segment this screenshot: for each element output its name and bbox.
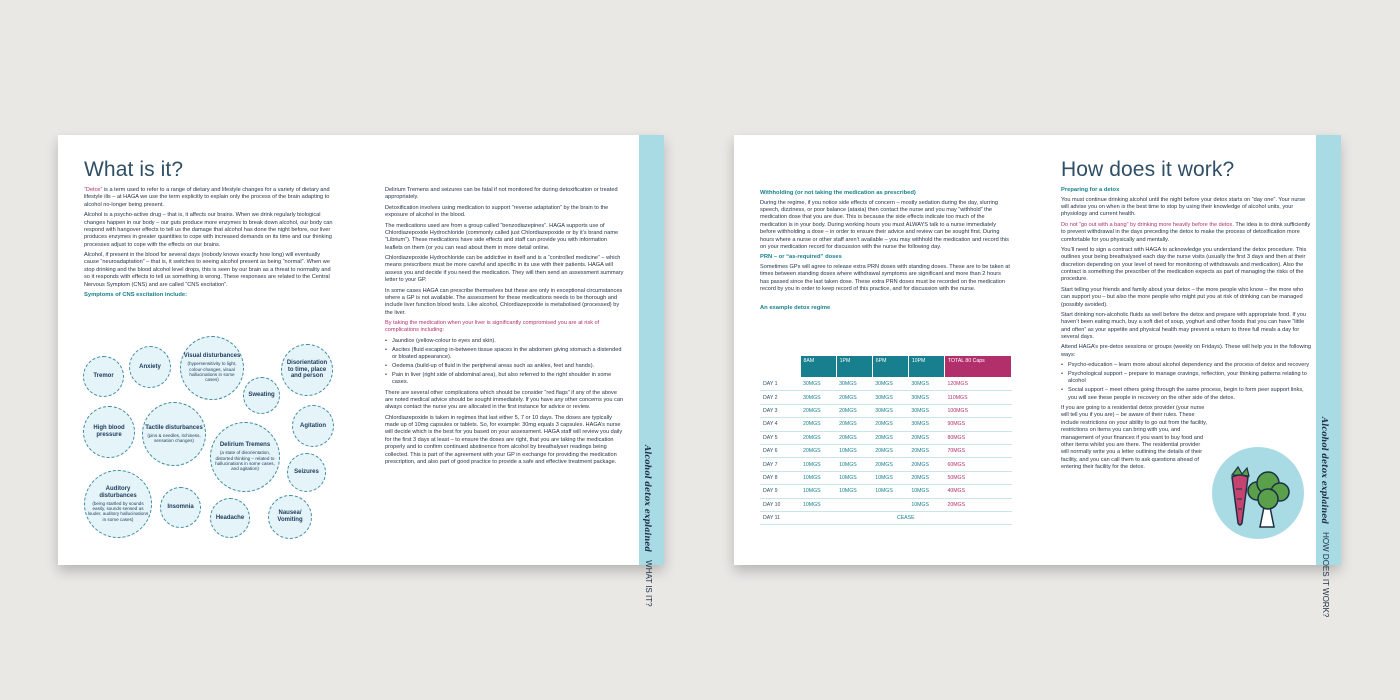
dose-cell: 10MGS	[872, 485, 908, 498]
symptom-bubbles	[82, 340, 337, 545]
column-header: 10PM	[908, 356, 944, 378]
day-cell: DAY 4	[760, 418, 800, 431]
table-row	[760, 444, 1012, 457]
list-item: • Oedema (build-up of fluid in the peripheral areas such as ankles, feet and hands).	[385, 363, 625, 370]
dose-cell: 20MGS	[908, 444, 944, 457]
dose-cell: 30MGS	[800, 378, 836, 391]
symptom-bubble: Sweating	[243, 377, 280, 414]
warning-text: By taking the medication when your liver is significantly compromised you are at risk of complications including:	[385, 320, 600, 334]
dose-cell: 20MGS	[836, 431, 872, 444]
paragraph: Alcohol, if present in the blood for several days (nobody knows exactly how long) will eventually cause “neuroadaptation” – that is, it switches to seeing alcohol present as being “normal”. When we stop drinking and the blood alcohol level drops, this is seen by our brain as a threat to normality and so it responds with effects to tell us something is wrong. These responses are related to the Central Nervous Symptom (CNS) and are called “CNS excitation”.	[84, 252, 331, 288]
right-column-1	[760, 187, 1010, 315]
total-cell: 40MGS	[944, 485, 1011, 498]
paragraph: Alcohol is a psycho-active drug – that is, it affects our brains. When we drink regularly biological changes happen in our body – our guts produce more enzymes to break down alcohol, our body can respond with hangover effects to tell us the damage that alcohol has done the night before, our liver produces enzymes in greater quantities to cope with increased demands on its time and our thinking processes adjust to cope with the effects on our brains.	[84, 212, 333, 248]
dose-cell: 10MGS	[836, 458, 872, 471]
paragraph: The medications used are from a group called “benzodiazepines”. HAGA supports use of Chlordiazepoxide Hydrochloride (commonly called just Chlordiazepoxide or by it’s brand name “Librium”). These medications have side effects and staff can provide you with information leaflets on them (or you can read about them in more detail online.	[385, 222, 619, 251]
symptom-bubble: Auditory disturbances (being startled by sounds easily, sounds sensed as louder, auditory hallucinations in some cases)	[84, 470, 152, 538]
right-column-2	[1061, 187, 1311, 474]
day-cell: DAY 6	[760, 444, 800, 457]
symptom-bubble: Tremor	[83, 356, 124, 397]
total-cell: 50MGS	[944, 471, 1011, 484]
paragraph: Do not “go out with a bang” by drinking more heavily before the detox. The idea is to drink sufficiently to prevent withdrawal in the days preceding the detox to make the process of detoxification more comfortable for you physically and mentally.	[1061, 221, 1311, 243]
dose-cell: 30MGS	[872, 378, 908, 391]
dose-cell: 20MGS	[908, 458, 944, 471]
paragraph: You must continue drinking alcohol until the night before your detox starts on “day one”. Your nurse will advise you on when is the best time to stop by using their knowledge of alcohol units, your physiology and current health.	[1061, 196, 1306, 218]
dose-cell: 30MGS	[908, 378, 944, 391]
table-row	[760, 511, 1012, 524]
dose-cell: 20MGS	[836, 391, 872, 404]
dose-cell: 10MGS	[908, 485, 944, 498]
column-header-total: TOTAL 80 Caps	[944, 356, 1011, 378]
page-title: How does it work?	[1061, 158, 1235, 181]
dose-cell: 30MGS	[836, 378, 872, 391]
day-cell: DAY 3	[760, 404, 800, 417]
dose-cell	[836, 498, 872, 511]
side-tab	[639, 135, 664, 607]
symptom-bubble: Insomnia	[160, 487, 201, 528]
list-item: • Psychological support – prepare to manage cravings, reflection, your thinking patterns relating to alcohol	[1061, 371, 1311, 386]
table-row	[760, 418, 1012, 431]
dose-cell	[872, 498, 908, 511]
column-header: 6PM	[872, 356, 908, 378]
paragraph: Sometimes GPs will agree to release extra PRN doses with standing doses. These are to be taken at times between standing doses where withdrawal symptoms are significant and more than 2 hours has passed since the last taken dose. These extra PRN doses must be recorded on the medication record by you in order to keep record of this practice, and for discussion with the nurse.	[760, 263, 1010, 293]
dose-cell: 30MGS	[908, 391, 944, 404]
total-cell: 90MGS	[944, 418, 1011, 431]
dose-cell: 20MGS	[872, 431, 908, 444]
list-item: • Psycho-education – learn more about alcohol dependency and the process of detox and recovery	[1061, 362, 1311, 369]
complications-list	[385, 338, 625, 387]
day-cell: DAY 5	[760, 431, 800, 444]
day-cell: DAY 9	[760, 485, 800, 498]
day-cell: DAY 2	[760, 391, 800, 404]
dose-cell: 10MGS	[872, 471, 908, 484]
left-page	[58, 135, 664, 607]
broccoli-icon	[1248, 472, 1289, 527]
day-cell: DAY 7	[760, 458, 800, 471]
paragraph: Chlordiazepoxide is taken in regimes that last either 5, 7 or 10 days. The doses are typically made up of 10mg capsules or tablets. So, for example: 30mg equals 3 capsules. HAGA’s nurse will decide which is the best for you based on your assessment. HAGA staff will review you daily for the first 3 days at least – to ensure the doses are right, that you are taking the medication properly and to confirm continued abstinence from alcohol by breathalyser readings being collected. This is part of the agreement with your GP in exchange for providing the medication prescription, and also part of good practice to provide a safe and effective treatment package.	[385, 414, 623, 465]
day-cell: DAY 8	[760, 471, 800, 484]
symptom-bubble: Visual disturbances (hypersensitivity to light, colour-changes, visual hallucinations in some cases)	[180, 336, 244, 400]
dose-cell: 10MGS	[800, 458, 836, 471]
dose-cell: 10MGS	[800, 471, 836, 484]
symptom-bubble: Nausea/ Vomiting	[268, 495, 312, 539]
symptom-bubble: Headache	[210, 498, 250, 538]
table-row	[760, 498, 1012, 511]
dose-cell: 10MGS	[836, 444, 872, 457]
total-cell: 70MGS	[944, 444, 1011, 457]
dose-cell: 10MGS	[836, 471, 872, 484]
dose-cell: 20MGS	[908, 431, 944, 444]
section-heading: PRN – or “as-required” doses	[760, 254, 842, 261]
total-cell: 110MGS	[944, 391, 1011, 404]
total-cell: 20MGS	[944, 498, 1011, 511]
paragraph: Start drinking non-alcoholic fluids as well before the detox and prepare with appropriate food. If you haven’t been eating much, buy a soft diet of soup, yoghurt and other foods that you can have “little and often” as your appetite and physical health may prevent a return to three full meals a day for several days.	[1061, 311, 1307, 341]
dose-cell: 10MGS	[908, 498, 944, 511]
paragraph: There are several other complications which should be consider “red flags” if any of the above are noted medical advice should be sought immediately. If you have any other concerns you can always contact the nurse you are allocated in the first instance for advice or review.	[385, 389, 624, 411]
paragraph: If you are going to a residential detox provider (your nurse will tell you if you are) – be aware of their rules. These include restrictions on your ability to go out from the facility, restrictions on items you can bring with you, and management of your finances if you want to buy food and other items whilst you are there. The residential provider will normally write you a letter outlining the details of their facility, and you can call them to ask questions ahead of entering their facility for the detox.	[1061, 405, 1208, 471]
dose-cell: 20MGS	[800, 444, 836, 457]
symptom-bubble: Delirium Tremens (a state of disorientation, distorted thinking – related to hallucinations in some cases, and agitation)	[210, 422, 280, 492]
day-cell: DAY 1	[760, 378, 800, 391]
dose-cell: 20MGS	[800, 431, 836, 444]
dose-cell: 20MGS	[836, 418, 872, 431]
side-tab-text: Alcohol detox explained HOW DOES IT WORK?	[1320, 417, 1330, 618]
dose-cell: 20MGS	[800, 418, 836, 431]
detox-term: “Detox”	[84, 187, 103, 193]
dose-cell: 20MGS	[800, 404, 836, 417]
paragraph: Detoxification involves using medication to support “reverse adaptation” by the brain to the exposure of alcohol in the blood.	[385, 204, 609, 219]
table-header-row	[760, 356, 1012, 378]
column-header: 8AM	[800, 356, 836, 378]
side-tab-text: Alcohol detox explained WHAT IS IT?	[643, 445, 653, 607]
table-row	[760, 458, 1012, 471]
right-page	[734, 135, 1340, 618]
paragraph: Attend HAGA’s pre-detox sessions or groups (weekly on Fridays). These will help you in the following ways:	[1061, 344, 1311, 358]
dose-cell: 10MGS	[800, 498, 836, 511]
left-column-1	[84, 187, 334, 302]
total-cell: 80MGS	[944, 431, 1011, 444]
section-heading: Withholding (or not taking the medication as prescribed)	[760, 190, 916, 196]
symptoms-heading: Symptoms of CNS excitation include:	[84, 291, 188, 298]
paragraph: During the regime, if you notice side effects of concern – mostly sedation during the day, slurring speech, dizziness, or poor balance (ataxia) then contact the nurse and you may “withhold” the medication dose that you are due. This is because the side effects indicate too much of the medication is in your body. During working hours you must ALWAYS talk to a nurse immediately before withholding a dose – in order to ensure their advice and review can be sought first. During hours where a nurse or other staff aren’t available – you may withhold the medication and record this on your medication record for discussion with the nurse the following day.	[760, 199, 1009, 250]
dose-cell: 30MGS	[872, 391, 908, 404]
symptom-bubble: Disorientation to time, place and person	[281, 344, 333, 396]
dose-cell: 30MGS	[908, 418, 944, 431]
vegetables-illustration	[1212, 447, 1304, 539]
list-item: • Pain in liver (right side of abdominal area), but also referred to the right shoulder in some cases.	[385, 372, 625, 387]
dose-cell: 10MGS	[836, 485, 872, 498]
symptom-bubble: High blood pressure	[83, 406, 135, 458]
page-title: What is it?	[84, 158, 184, 181]
paragraph: You’ll need to sign a contract with HAGA to acknowledge you understand the detox procedure. This outlines your being breathalysed each day the nurse visits (usually the first 3 days and then at their discretion depending on your level of need for monitoring of withdrawals and medication). Also the contract is something the prescriber of the medication expects as part of managing the risks of the procedure.	[1061, 246, 1307, 283]
paragraph: In some cases HAGA can prescribe themselves but these are only in exceptional circumstances where a GP is not available. The assessment for these medications needs to be thorough and include liver function blood tests. Like alcohol, Chlordiazepoxide is metabolised (processed) by the liver.	[385, 287, 623, 316]
paragraph: Chlordiazepoxide Hydrochloride can be addictive in itself and is a “controlled medicine” – which means prescribers must be more careful and specific in its use with their patients. HAGA will assess you and decide if you need the medication. They will then send an assessment summary letter to your GP.	[385, 255, 624, 284]
dose-cell: 20MGS	[872, 444, 908, 457]
dose-cell: 30MGS	[800, 391, 836, 404]
list-item: • Ascites (fluid escaping in-between tissue spaces in the abdomen giving stomach a distended or bloated appearance).	[385, 347, 625, 362]
symptom-bubble: Agitation	[292, 405, 334, 447]
total-cell: 100MGS	[944, 404, 1011, 417]
dose-cell: 20MGS	[836, 404, 872, 417]
list-item: • Social support – meet others going through the same process, begin to form peer support links, you will see these people in recovery on the other side of the detox.	[1061, 387, 1311, 402]
total-cell: 120MGS	[944, 378, 1011, 391]
list-item: • Jaundice (yellow-colour to eyes and skin).	[385, 338, 625, 345]
left-column-2	[385, 187, 625, 469]
dose-cell: 10MGS	[800, 485, 836, 498]
table-row	[760, 391, 1012, 404]
dose-cell: 30MGS	[872, 404, 908, 417]
section-heading: An example detox regime	[760, 305, 831, 312]
total-cell: 60MGS	[944, 458, 1011, 471]
dose-cell: 20MGS	[872, 418, 908, 431]
dose-cell: 20MGS	[872, 458, 908, 471]
column-header: 1PM	[836, 356, 872, 378]
table-row	[760, 404, 1012, 417]
table-row	[760, 431, 1012, 444]
paragraph: Start telling your friends and family about your detox – the more people who know – the more who can support you – but also the more people who might put you at risk of drinking can be managed (possibly avoided).	[1061, 286, 1304, 308]
cease-cell: CEASE	[800, 511, 1012, 524]
side-tab	[1316, 135, 1341, 618]
day-cell: DAY 10	[760, 498, 800, 511]
dose-cell: 20MGS	[908, 471, 944, 484]
table-row	[760, 485, 1012, 498]
detox-regime-table	[760, 355, 1012, 525]
paragraph: “Detox” is a term used to refer to a range of dietary and lifestyle changes for a variety of dietary and lifestyle ills – at HAGA we use the term explicitly to explain only the process of the brain adapting to alcohol no-longer being present.	[84, 187, 330, 208]
table-row	[760, 471, 1012, 484]
symptom-bubble: Anxiety	[129, 346, 171, 388]
table-row	[760, 378, 1012, 391]
dose-cell: 30MGS	[908, 404, 944, 417]
day-cell: DAY 11	[760, 511, 800, 524]
section-heading: Preparing for a detox	[1061, 187, 1120, 193]
carrot-icon	[1232, 467, 1249, 525]
symptom-bubble: Seizures	[287, 453, 326, 492]
paragraph: Delirium Tremens and seizures can be fatal if not monitored for during detoxification or treated appropriately.	[385, 187, 618, 201]
session-benefits-list	[1061, 362, 1311, 402]
symptom-bubble: Tactile disturbances (pins & needles, itchiness, sensation changes)	[142, 402, 206, 466]
